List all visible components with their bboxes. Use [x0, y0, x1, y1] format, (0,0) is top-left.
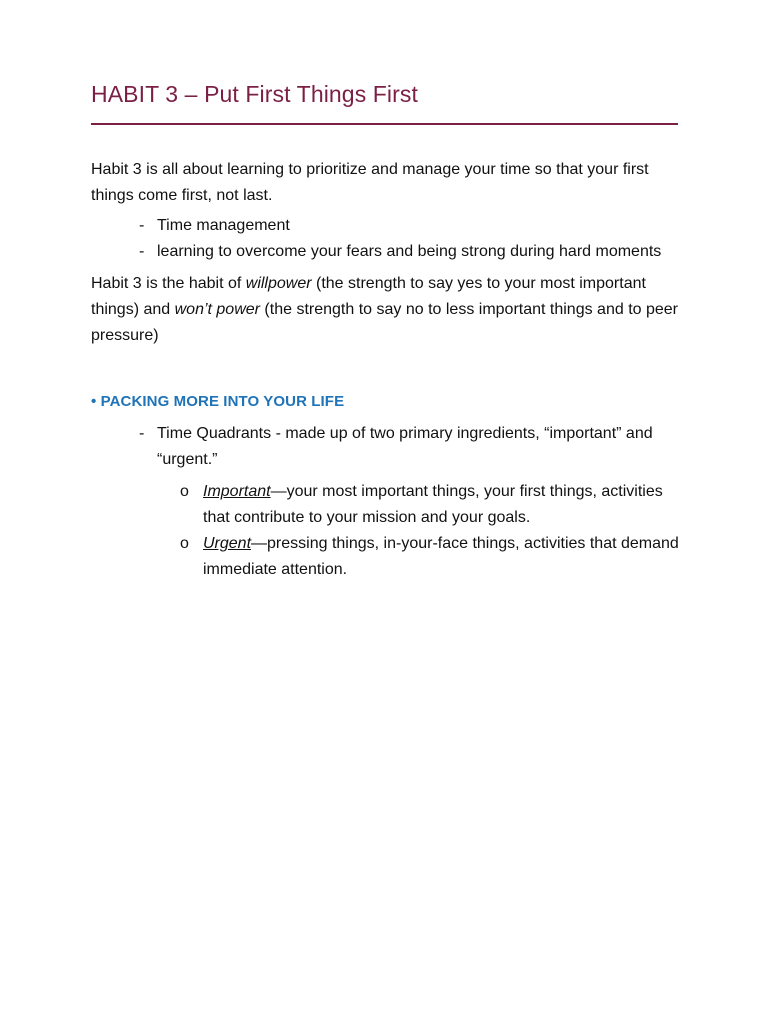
habit-points-list [91, 213, 681, 265]
willpower-paragraph [91, 271, 681, 349]
willpower-text: Habit 3 is the habit of [91, 275, 246, 292]
document-body [91, 157, 681, 583]
page-title: HABIT 3 – Put First Things First [91, 81, 418, 107]
list-item-text: Time management [157, 217, 290, 234]
wontpower-term: won’t power [174, 301, 260, 318]
dash-marker: - [139, 243, 145, 260]
willpower-text: (the strength to say no to less important things and to peer pressure) [91, 301, 678, 344]
urgent-term: Urgent [203, 535, 252, 552]
dash-marker: - [139, 425, 145, 442]
list-item [91, 239, 681, 265]
list-item [91, 421, 681, 473]
sub-list-item [91, 479, 681, 531]
sub-item-text: —pressing things, in-your-face things, activities that demand immediate attention. [203, 535, 679, 578]
sub-list-item [91, 531, 681, 583]
list-item-text: Time Quadrants - made up of two primary ingredients, “important” and “urgent.” [157, 425, 653, 468]
section-heading: • PACKING MORE INTO YOUR LIFE [91, 393, 345, 410]
circle-bullet-icon: o [180, 483, 189, 500]
quadrant-sublist [91, 479, 681, 583]
circle-bullet-icon: o [180, 535, 189, 552]
sub-item-text: —your most important things, your first things, activities that contribute to your mission and your goals. [203, 483, 663, 526]
willpower-text: (the strength to say yes to your most important things) and [91, 275, 646, 318]
list-item-text: learning to overcome your fears and being strong during hard moments [157, 243, 662, 260]
section-list [91, 421, 681, 473]
intro-paragraph: Habit 3 is all about learning to prioritize and manage your time so that your first things come first, not last. [91, 161, 649, 204]
important-term: Important [203, 483, 271, 500]
list-item [91, 213, 681, 239]
dash-marker: - [139, 217, 145, 234]
willpower-term: willpower [245, 275, 312, 292]
title-divider [91, 123, 678, 125]
